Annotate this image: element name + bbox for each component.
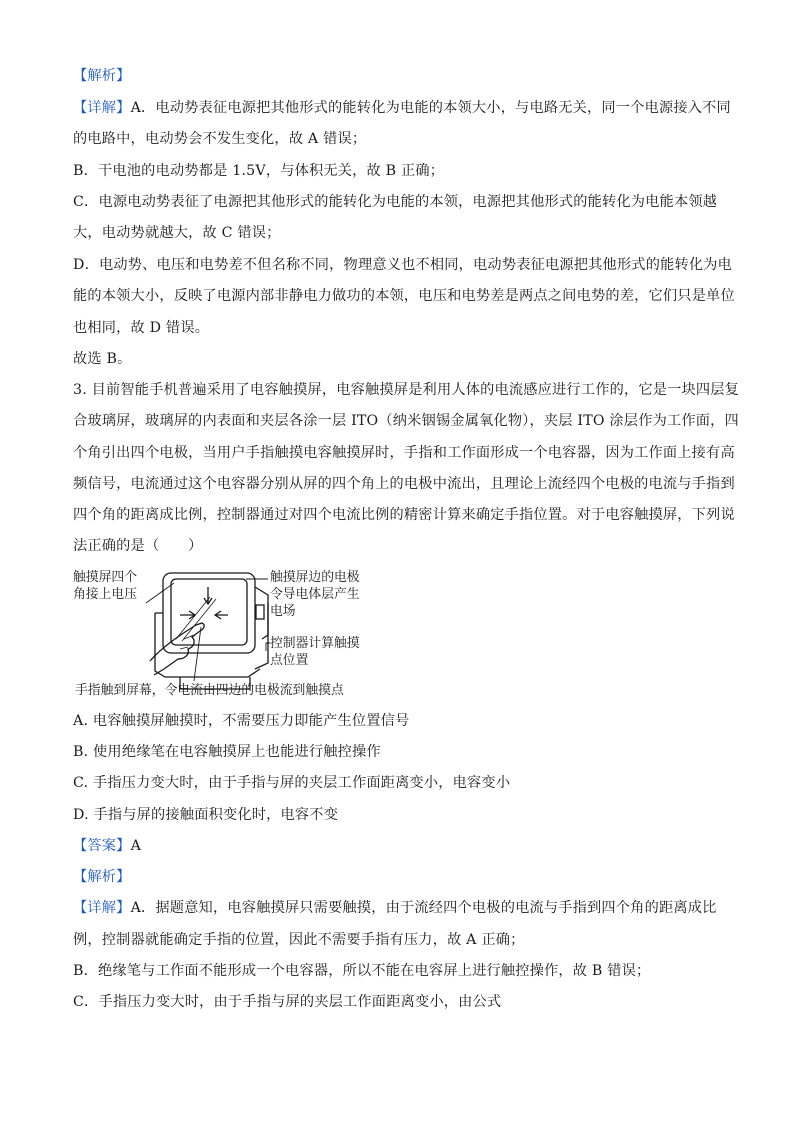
- text-line: 的电路中，电动势会不发生变化，故 A 错误；: [73, 131, 367, 147]
- text-line: 也相同，故 D 错误。: [73, 320, 210, 336]
- answer-line: 【答案】A: [73, 838, 142, 854]
- text-line: B．绝缘笔与工作面不能形成一个电容器，所以不能在电容屏上进行触控操作，故 B 错误；: [73, 963, 651, 979]
- leader-corner: [146, 583, 174, 603]
- text-line: D．电动势、电压和电势差不但名称不同，物理意义也不相同，电动势表征电源把其他形式的能转化为电: [73, 257, 733, 273]
- section-tag: 【答案】: [73, 838, 131, 854]
- text-line: C．手指压力变大时，由于手指与屏的夹层工作面距离变小，由公式: [73, 994, 502, 1010]
- text-line: B．干电池的电动势都是 1.5V，与体积无关，故 B 正确；: [73, 163, 445, 179]
- question-text-line: 四个角的距离成比例，控制器通过对四个电流比例的精密计算来确定手指位置。对于电容触摸屏，下列说: [73, 507, 735, 523]
- label-edge-2: 令导电体层产生: [270, 587, 360, 602]
- text-line: 例，控制器就能确定手指的位置，因此不需要手指有压力，故 A 正确；: [73, 932, 525, 948]
- question-text-line: 合玻璃屏，玻璃屏的内表面和夹层各涂一层 ITO（纳米铟锡金属氧化物），夹层 ITO 涂层作为工作面，四: [73, 413, 739, 429]
- section-tag: 【详解】: [73, 100, 131, 116]
- label-ctrl-1: 控制器计算触摸: [270, 636, 360, 651]
- question-text-line: 法正确的是（ ）: [73, 538, 203, 554]
- label-corner-2: 角接上电压: [73, 587, 137, 602]
- arrow-left: [215, 611, 228, 619]
- label-corner-1: 触摸屏四个: [73, 570, 137, 585]
- monitor-side: [255, 587, 268, 669]
- section-tag: 【解析】: [73, 68, 131, 84]
- text-line: C．电源电动势表征了电源把其他形式的能转化为电能的本领，电源把其他形式的能转化为电能本领越: [73, 194, 718, 210]
- monitor-outer: [163, 573, 255, 653]
- figure-caption: 手指触到屏幕，令电流由四边的电极流到触摸点: [75, 683, 344, 698]
- option-a: A. 电容触摸屏触摸时，不需要压力即能产生位置信号: [73, 713, 410, 729]
- touchscreen-figure: [70, 565, 390, 700]
- question-text-line: 个角引出四个电极，当用户手指触摸电容触摸屏时，手指和工作面形成一个电容器，因为工作面上接有高: [73, 445, 735, 461]
- label-edge-1: 触摸屏边的电极: [270, 570, 360, 585]
- text-line: 大，电动势就越大，故 C 错误；: [73, 225, 281, 241]
- text-line: [73, 66, 131, 86]
- label-edge-3: 电场: [270, 604, 296, 619]
- text-line: 【详解】A．据题意知，电容触摸屏只需要触摸，由于流经四个电极的电流与手指到四个角的距离成比: [73, 900, 717, 916]
- text-line: 故选 B。: [73, 351, 132, 367]
- option-c: C. 手指压力变大时，由于手指与屏的夹层工作面距离变小，电容变小: [73, 775, 511, 791]
- label-ctrl-2: 点位置: [270, 653, 309, 668]
- option-b: B. 使用绝缘笔在电容触摸屏上也能进行触控操作: [73, 744, 381, 760]
- text-line: 【详解】A．电动势表征电源把其他形式的能转化为电能的本领大小，与电路无关，同一个电源接入不同: [73, 100, 731, 116]
- section-tag: 【详解】: [73, 900, 131, 916]
- controller-box: [256, 605, 264, 619]
- text-line: [73, 867, 131, 887]
- question-text-line: 频信号，电流通过这个电容器分别从屏的四个角上的电极中流出，且理论上流经四个电极的电流与手指到: [73, 476, 735, 492]
- arrow-down: [204, 587, 212, 604]
- section-tag: 【解析】: [73, 869, 131, 885]
- option-d: D. 手指与屏的接触面积变化时，电容不变: [73, 807, 339, 823]
- question-text-line: 3. 目前智能手机普遍采用了电容触摸屏，电容触摸屏是利用人体的电流感应进行工作的，它是一块四层复: [73, 382, 740, 398]
- text-line: 能的本领大小，反映了电源内部非静电力做功的本领，电压和电势差是两点之间电势的差，它们只是单位: [73, 288, 735, 304]
- screen: [171, 579, 247, 645]
